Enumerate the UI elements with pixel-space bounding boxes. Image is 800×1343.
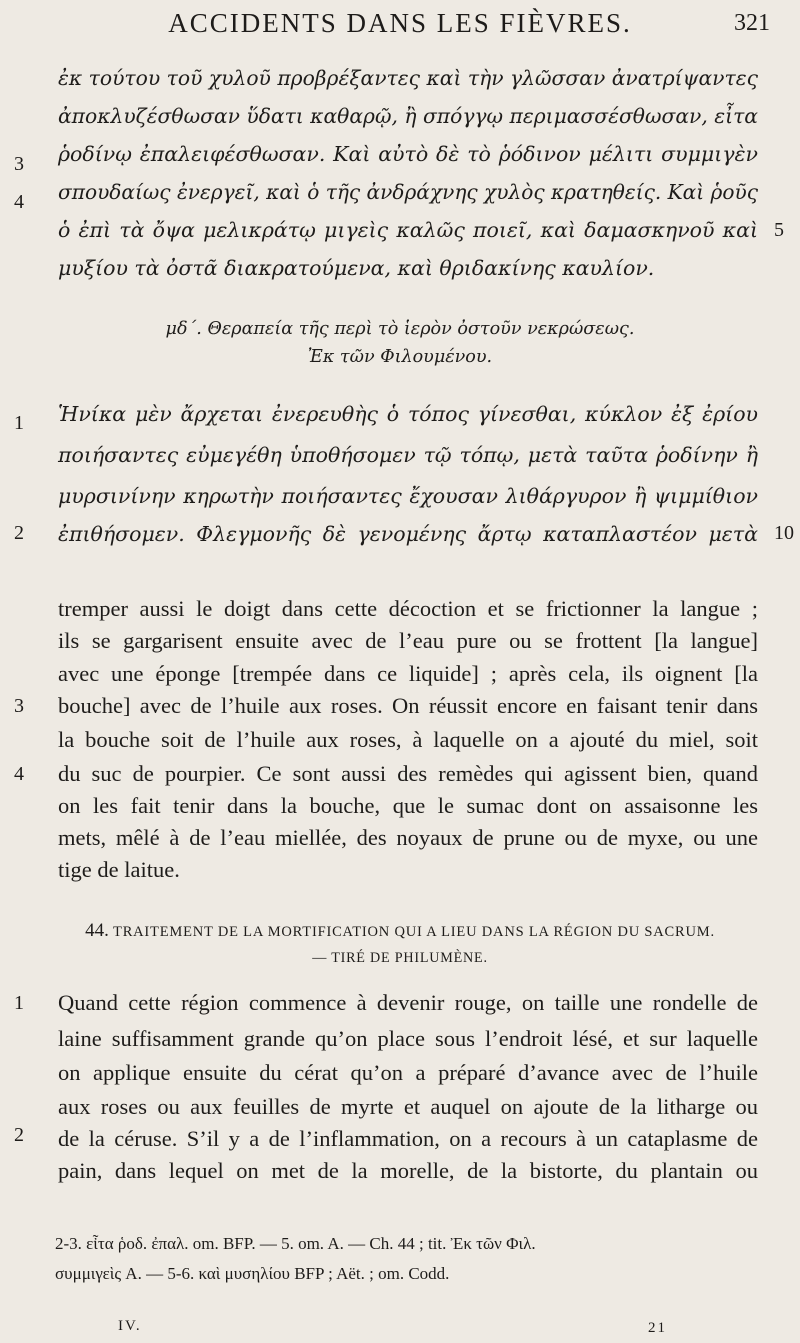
margin-number: 3 — [14, 153, 24, 175]
section-number: 44. — [85, 920, 109, 941]
french-line: pain, dans lequel on met de la morelle, de la bistorte, du plantain ou — [58, 1158, 758, 1183]
signature-number: 21 — [648, 1320, 667, 1336]
margin-number: 4 — [14, 763, 24, 785]
french-line: avec une éponge [trempée dans ce liquide] ; après cela, ils oignent [la — [58, 661, 758, 686]
margin-number: 2 — [14, 1124, 24, 1146]
french-line: on les fait tenir dans la bouche, que le sumac dont on assaisonne les — [58, 793, 758, 818]
french-section-heading — [0, 920, 800, 942]
french-line: bouche] avec de l’huile aux roses. On réussit encore en faisant tenir dans — [58, 693, 758, 718]
greek-line: ποιήσαντες εὐμεγέθη ὑποθήσομεν τῷ τόπῳ, μετὰ ταῦτα ῥοδίνην ἢ — [58, 443, 758, 467]
margin-number: 1 — [14, 412, 24, 434]
greek-line: σπουδαίως ἐνεργεῖ, καὶ ὁ τῆς ἀνδράχνης χυλὸς κρατηθείς. Καὶ ῥοῦς — [58, 180, 758, 204]
greek-line: μυξίου τὰ ὀστᾶ διακρατούμενα, καὶ θριδακίνης καυλίον. — [58, 256, 655, 280]
french-line: de la céruse. S’il y a de l’inflammation, on a recours à un cataplasme de — [58, 1126, 758, 1151]
margin-number: 4 — [14, 191, 24, 213]
critical-apparatus-line: 2-3. εἶτα ῥοδ. ἐπαλ. om. BFP. — 5. om. A. — Ch. 44 ; tit. Ἐκ τῶν Φιλ. — [55, 1234, 536, 1253]
section-title: TRAITEMENT DE LA MORTIFICATION QUI A LIEU DANS LA RÉGION DU SACRUM. — [113, 924, 715, 940]
french-line: aux roses ou aux feuilles de myrte et auquel on ajoute de la litharge ou — [58, 1094, 758, 1119]
french-line: du suc de pourpier. Ce sont aussi des remèdes qui agissent bien, quand — [58, 761, 758, 786]
french-line: laine suffisamment grande qu’on place sous l’endroit lésé, et sur laquelle — [58, 1026, 758, 1051]
margin-line-number: 5 — [774, 219, 784, 241]
french-line: Quand cette région commence à devenir rouge, on taille une rondelle de — [58, 990, 758, 1015]
french-line: on applique ensuite du cérat qu’on a préparé d’avance avec de l’huile — [58, 1060, 758, 1085]
margin-number: 1 — [14, 992, 24, 1014]
french-line: tige de laitue. — [58, 857, 180, 882]
greek-line: ὁ ἐπὶ τὰ ὄψα μελικράτῳ μιγεὶς καλῶς ποιεῖ, καὶ δαμασκηνοῦ καὶ — [58, 218, 758, 242]
signature-mark: IV. — [118, 1318, 142, 1334]
french-line: la bouche soit de l’huile aux roses, à laquelle on a ajouté du miel, soit — [58, 727, 758, 752]
greek-line: ῥοδίνῳ ἐπαλειφέσθωσαν. Καὶ αὐτὸ δὲ τὸ ῥόδινον μέλιτι συμμιγὲν — [58, 142, 758, 166]
critical-apparatus-line: συμμιγεὶς A. — 5-6. καὶ μυσηλίου BFP ; Aët. ; om. Codd. — [55, 1264, 450, 1283]
margin-number: 3 — [14, 695, 24, 717]
greek-section-source: Ἐκ τῶν Φιλουμένου. — [307, 346, 493, 367]
greek-line: ἀποκλυζέσθωσαν ὕδατι καθαρῷ, ἢ σπόγγῳ περιμασσέσθωσαν, εἶτα — [58, 104, 758, 128]
page-number: 321 — [734, 10, 770, 36]
greek-section-heading: μδ΄. Θεραπεία τῆς περὶ τὸ ἱερὸν ὀστοῦν νεκρώσεως. — [165, 318, 635, 339]
margin-number: 2 — [14, 522, 24, 544]
margin-line-number: 10 — [774, 522, 794, 544]
french-line: ils se gargarisent ensuite avec de l’eau pure ou se frottent [la langue] — [58, 628, 758, 653]
running-head: ACCIDENTS DANS LES FIÈVRES. — [168, 8, 632, 38]
greek-line: ἐπιθήσομεν. Φλεγμονῆς δὲ γενομένης ἄρτῳ καταπλαστέον μετὰ — [58, 522, 758, 546]
greek-line: μυρσινίνην κηρωτὴν ποιήσαντες ἔχουσαν λιθάργυρον ἢ ψιμμίθιον — [58, 484, 758, 508]
french-section-source: — TIRÉ DE PHILUMÈNE. — [312, 950, 488, 966]
french-line: tremper aussi le doigt dans cette décoction et se frictionner la langue ; — [58, 596, 758, 621]
french-line: mets, mêlé à de l’eau miellée, des noyaux de prune ou de myxe, ou une — [58, 825, 758, 850]
greek-line: Ἡνίκα μὲν ἄρχεται ἐνερευθὴς ὁ τόπος γίνεσθαι, κύκλον ἐξ ἐρίου — [58, 402, 758, 426]
greek-line: ἐκ τούτου τοῦ χυλοῦ προβρέξαντες καὶ τὴν γλῶσσαν ἀνατρίψαντες — [58, 66, 758, 90]
